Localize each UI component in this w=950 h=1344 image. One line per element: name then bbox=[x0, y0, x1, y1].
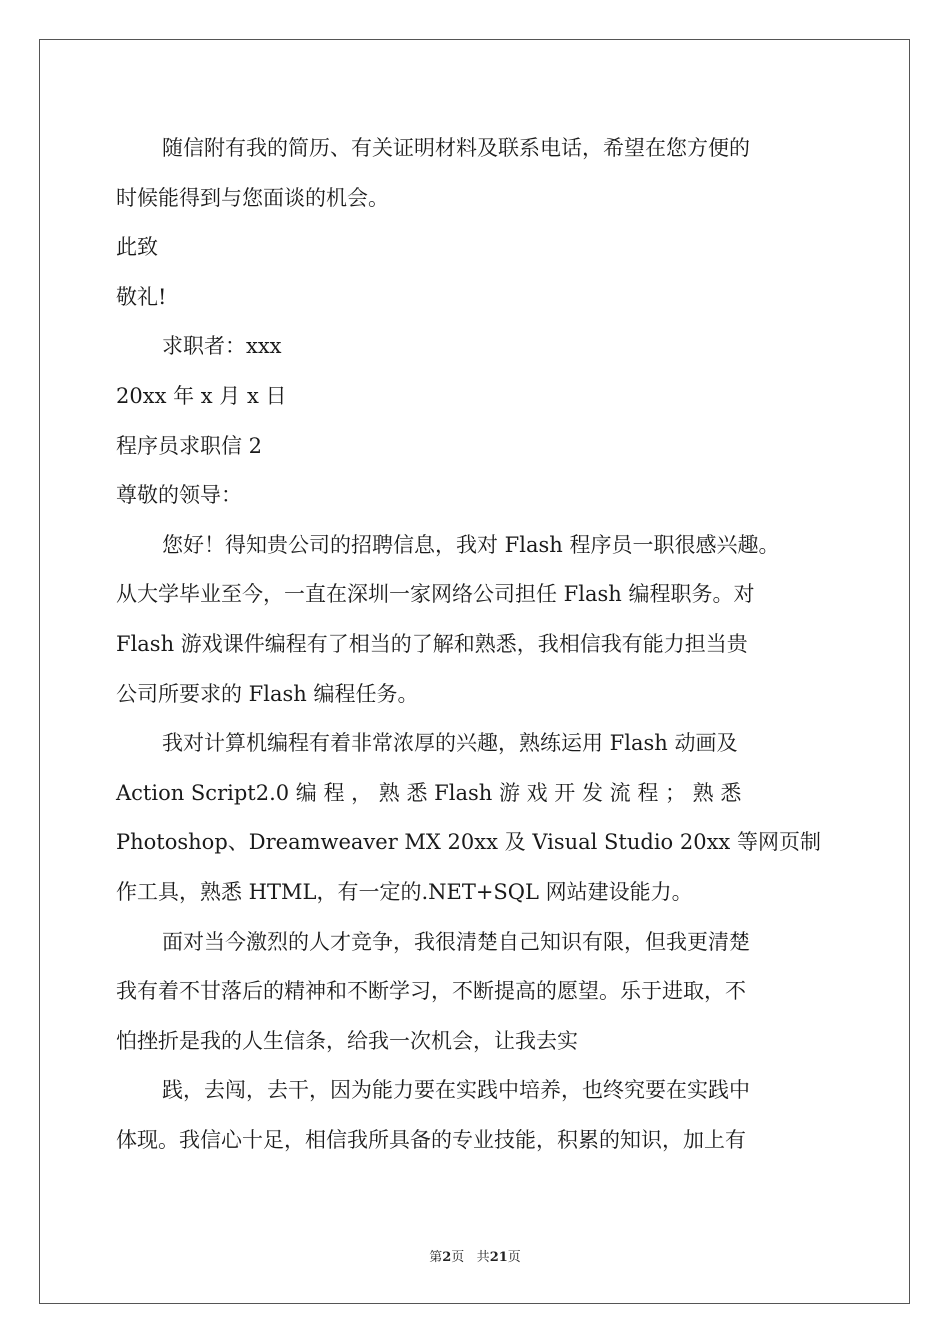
text-line: 从大学毕业至今，一直在深圳一家网络公司担任 Flash 编程职务。对 bbox=[116, 582, 755, 607]
text-line: 面对当今激烈的人才竞争，我很清楚自己知识有限，但我更清楚 bbox=[162, 929, 750, 954]
page-footer bbox=[0, 1246, 950, 1265]
text-line: 怕挫折是我的人生信条，给我一次机会，让我去实 bbox=[116, 1028, 578, 1053]
text-line: 您好！得知贵公司的招聘信息，我对 Flash 程序员一职很感兴趣。 bbox=[162, 532, 780, 557]
text-line: 随信附有我的简历、有关证明材料及联系电话，希望在您方便的 bbox=[162, 136, 750, 160]
letter-date: 20xx 年 x 月 x 日 bbox=[116, 383, 287, 408]
text-line: 作工具，熟悉 HTML，有一定的.NET+SQL 网站建设能力。 bbox=[116, 879, 693, 904]
section-title: 程序员求职信 2 bbox=[116, 433, 263, 458]
text-line: 公司所要求的 Flash 编程任务。 bbox=[116, 681, 419, 706]
text-line: 时候能得到与您面谈的机会。 bbox=[116, 185, 389, 210]
footer-total-suffix: 页 bbox=[507, 1250, 521, 1265]
footer-total-prefix: 共 bbox=[476, 1250, 490, 1265]
text-line: 体现。我信心十足，相信我所具备的专业技能，积累的知识，加上有 bbox=[116, 1127, 746, 1152]
text-line: 践，去闯，去干，因为能力要在实践中培养，也终究要在实践中 bbox=[162, 1078, 750, 1103]
footer-prefix: 第 bbox=[429, 1250, 443, 1265]
closing-regards: 敬礼! bbox=[116, 284, 167, 309]
greeting: 尊敬的领导： bbox=[116, 483, 242, 508]
applicant-signature: 求职者：xxx bbox=[162, 334, 282, 359]
text-line: Photoshop、Dreamweaver MX 20xx 及 Visual Studio 20xx 等网页制 bbox=[116, 830, 821, 855]
text-line: Action Script2.0 编 程 ， 熟 悉 Flash 游 戏 开 发 流 程 ； 熟 悉 bbox=[116, 780, 742, 805]
text-line: Flash 游戏课件编程有了相当的了解和熟悉，我相信我有能力担当贵 bbox=[116, 631, 748, 656]
footer-page-suffix: 页 bbox=[451, 1250, 465, 1265]
text-line: 我对计算机编程有着非常浓厚的兴趣，熟练运用 Flash 动画及 bbox=[162, 731, 738, 756]
text-line: 我有着不甘落后的精神和不断学习，不断提高的愿望。乐于进取，不 bbox=[116, 979, 746, 1004]
closing-salutation: 此致 bbox=[116, 235, 158, 260]
total-page-count: 21 bbox=[489, 1250, 508, 1265]
current-page-number: 2 bbox=[442, 1250, 452, 1265]
document-body bbox=[116, 124, 836, 1165]
